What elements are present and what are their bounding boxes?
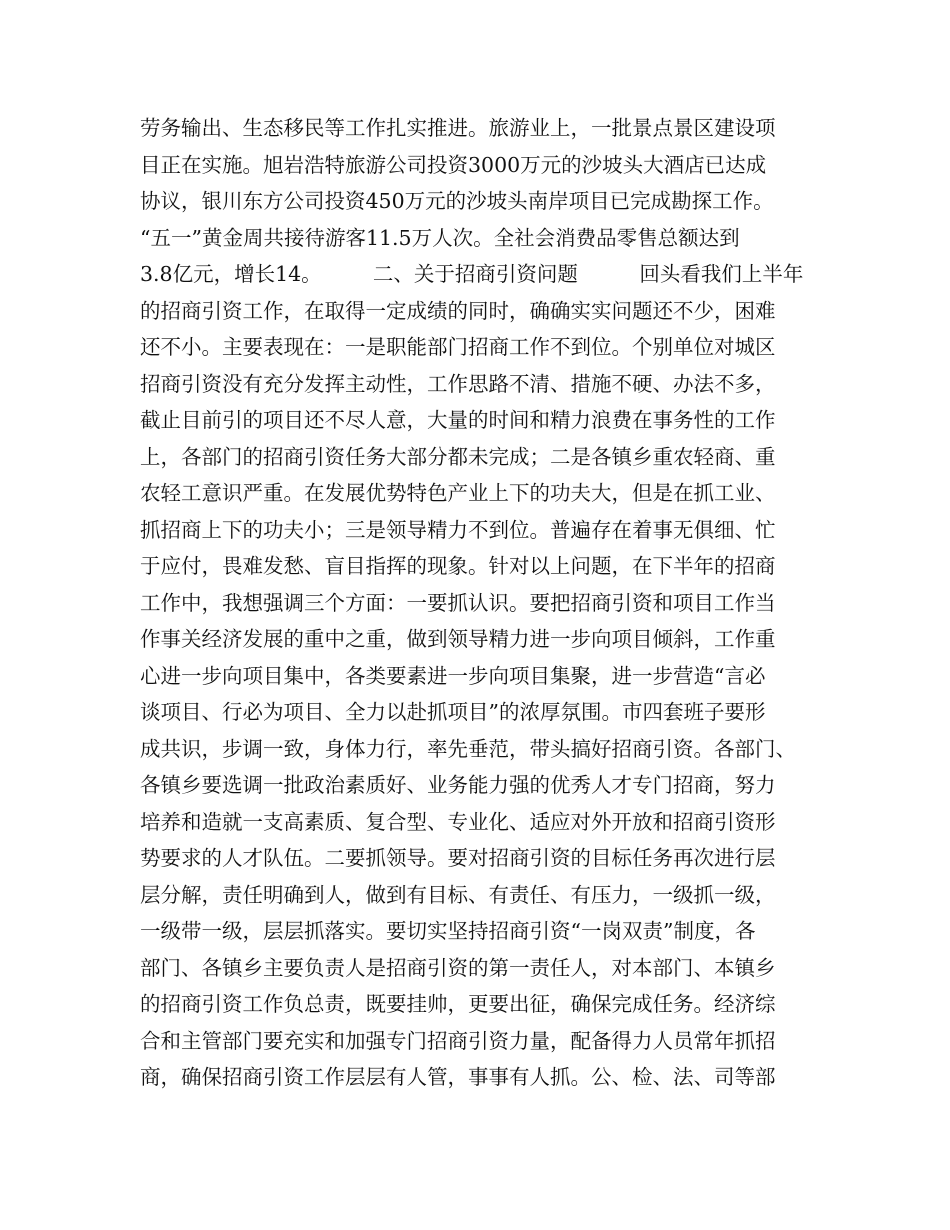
text-line-4: “五一”黄金周共接待游客11.5万人次。全社会消费品零售总额达到	[140, 225, 740, 250]
text-line-7: 还不小。主要表现在：一是职能部门招商工作不到位。个别单位对城区	[140, 335, 776, 359]
text-line-13: 于应付，畏难发愁、盲目指挥的现象。针对以上问题，在下半年的招商	[140, 554, 776, 578]
text-line-19: 各镇乡要选调一批政治素质好、业务能力强的优秀人才专门招商，努力	[140, 773, 776, 797]
text-line-5: 3.8亿元，增长14。 二、关于招商引资问题 回头看我们上半年	[140, 262, 804, 286]
text-line-24: 部门、各镇乡主要负责人是招商引资的第一责任人，对本部门、本镇乡	[140, 955, 776, 980]
body-text	[140, 110, 830, 1096]
text-line-6: 的招商引资工作，在取得一定成绩的同时，确确实实问题还不少，困难	[140, 298, 776, 323]
text-line-20: 培养和造就一支高素质、复合型、专业化、适应对外开放和招商引资形	[140, 809, 776, 834]
text-line-15: 作事关经济发展的重中之重，做到领导精力进一步向项目倾斜，工作重	[140, 627, 776, 651]
text-line-21: 势要求的人才队伍。二要抓领导。要对招商引资的目标任务再次进行层	[140, 846, 776, 870]
text-line-12: 抓招商上下的功夫小；三是领导精力不到位。普遍存在着事无俱细、忙	[140, 517, 776, 542]
text-line-16: 心进一步向项目集中，各类要素进一步向项目集聚，进一步营造“言必	[140, 663, 766, 688]
text-line-11: 农轻工意识严重。在发展优势特色产业上下的功夫大，但是在抓工业、	[140, 481, 776, 505]
text-line-2: 目正在实施。旭岩浩特旅游公司投资3000万元的沙坡头大酒店已达成	[140, 152, 767, 177]
text-line-9: 截止目前引的项目还不尽人意，大量的时间和精力浪费在事务性的工作	[140, 408, 776, 432]
text-line-27: 商，确保招商引资工作层层有人管，事事有人抓。公、检、法、司等部	[140, 1065, 776, 1089]
text-line-17: 谈项目、行必为项目、全力以赴抓项目”的浓厚氛围。市四套班子要形	[140, 700, 766, 724]
text-line-14: 工作中，我想强调三个方面：一要抓认识。要把招商引资和项目工作当	[140, 590, 776, 615]
text-line-26: 合和主管部门要充实和加强专门招商引资力量，配备得力人员常年抓招	[140, 1028, 776, 1053]
text-line-25: 的招商引资工作负总责，既要挂帅，更要出征，确保完成任务。经济综	[140, 992, 776, 1016]
text-line-10: 上，各部门的招商引资任务大部分都未完成；二是各镇乡重农轻商、重	[140, 444, 776, 469]
text-line-22: 层分解，责任明确到人，做到有目标、有责任、有压力，一级抓一级，	[140, 882, 776, 907]
text-line-23: 一级带一级，层层抓落实。要切实坚持招商引资“一岗双责”制度，各	[140, 919, 756, 943]
text-line-18: 成共识，步调一致，身体力行，率先垂范，带头搞好招商引资。各部门、	[140, 736, 796, 761]
text-line-8: 招商引资没有充分发挥主动性，工作思路不清、措施不硬、办法不多，	[140, 371, 776, 396]
text-line-3: 协议，银川东方公司投资450万元的沙坡头南岸项目已完成勘探工作。	[140, 189, 774, 213]
text-line-1: 劳务输出、生态移民等工作扎实推进。旅游业上，一批景点景区建设项	[140, 116, 776, 140]
